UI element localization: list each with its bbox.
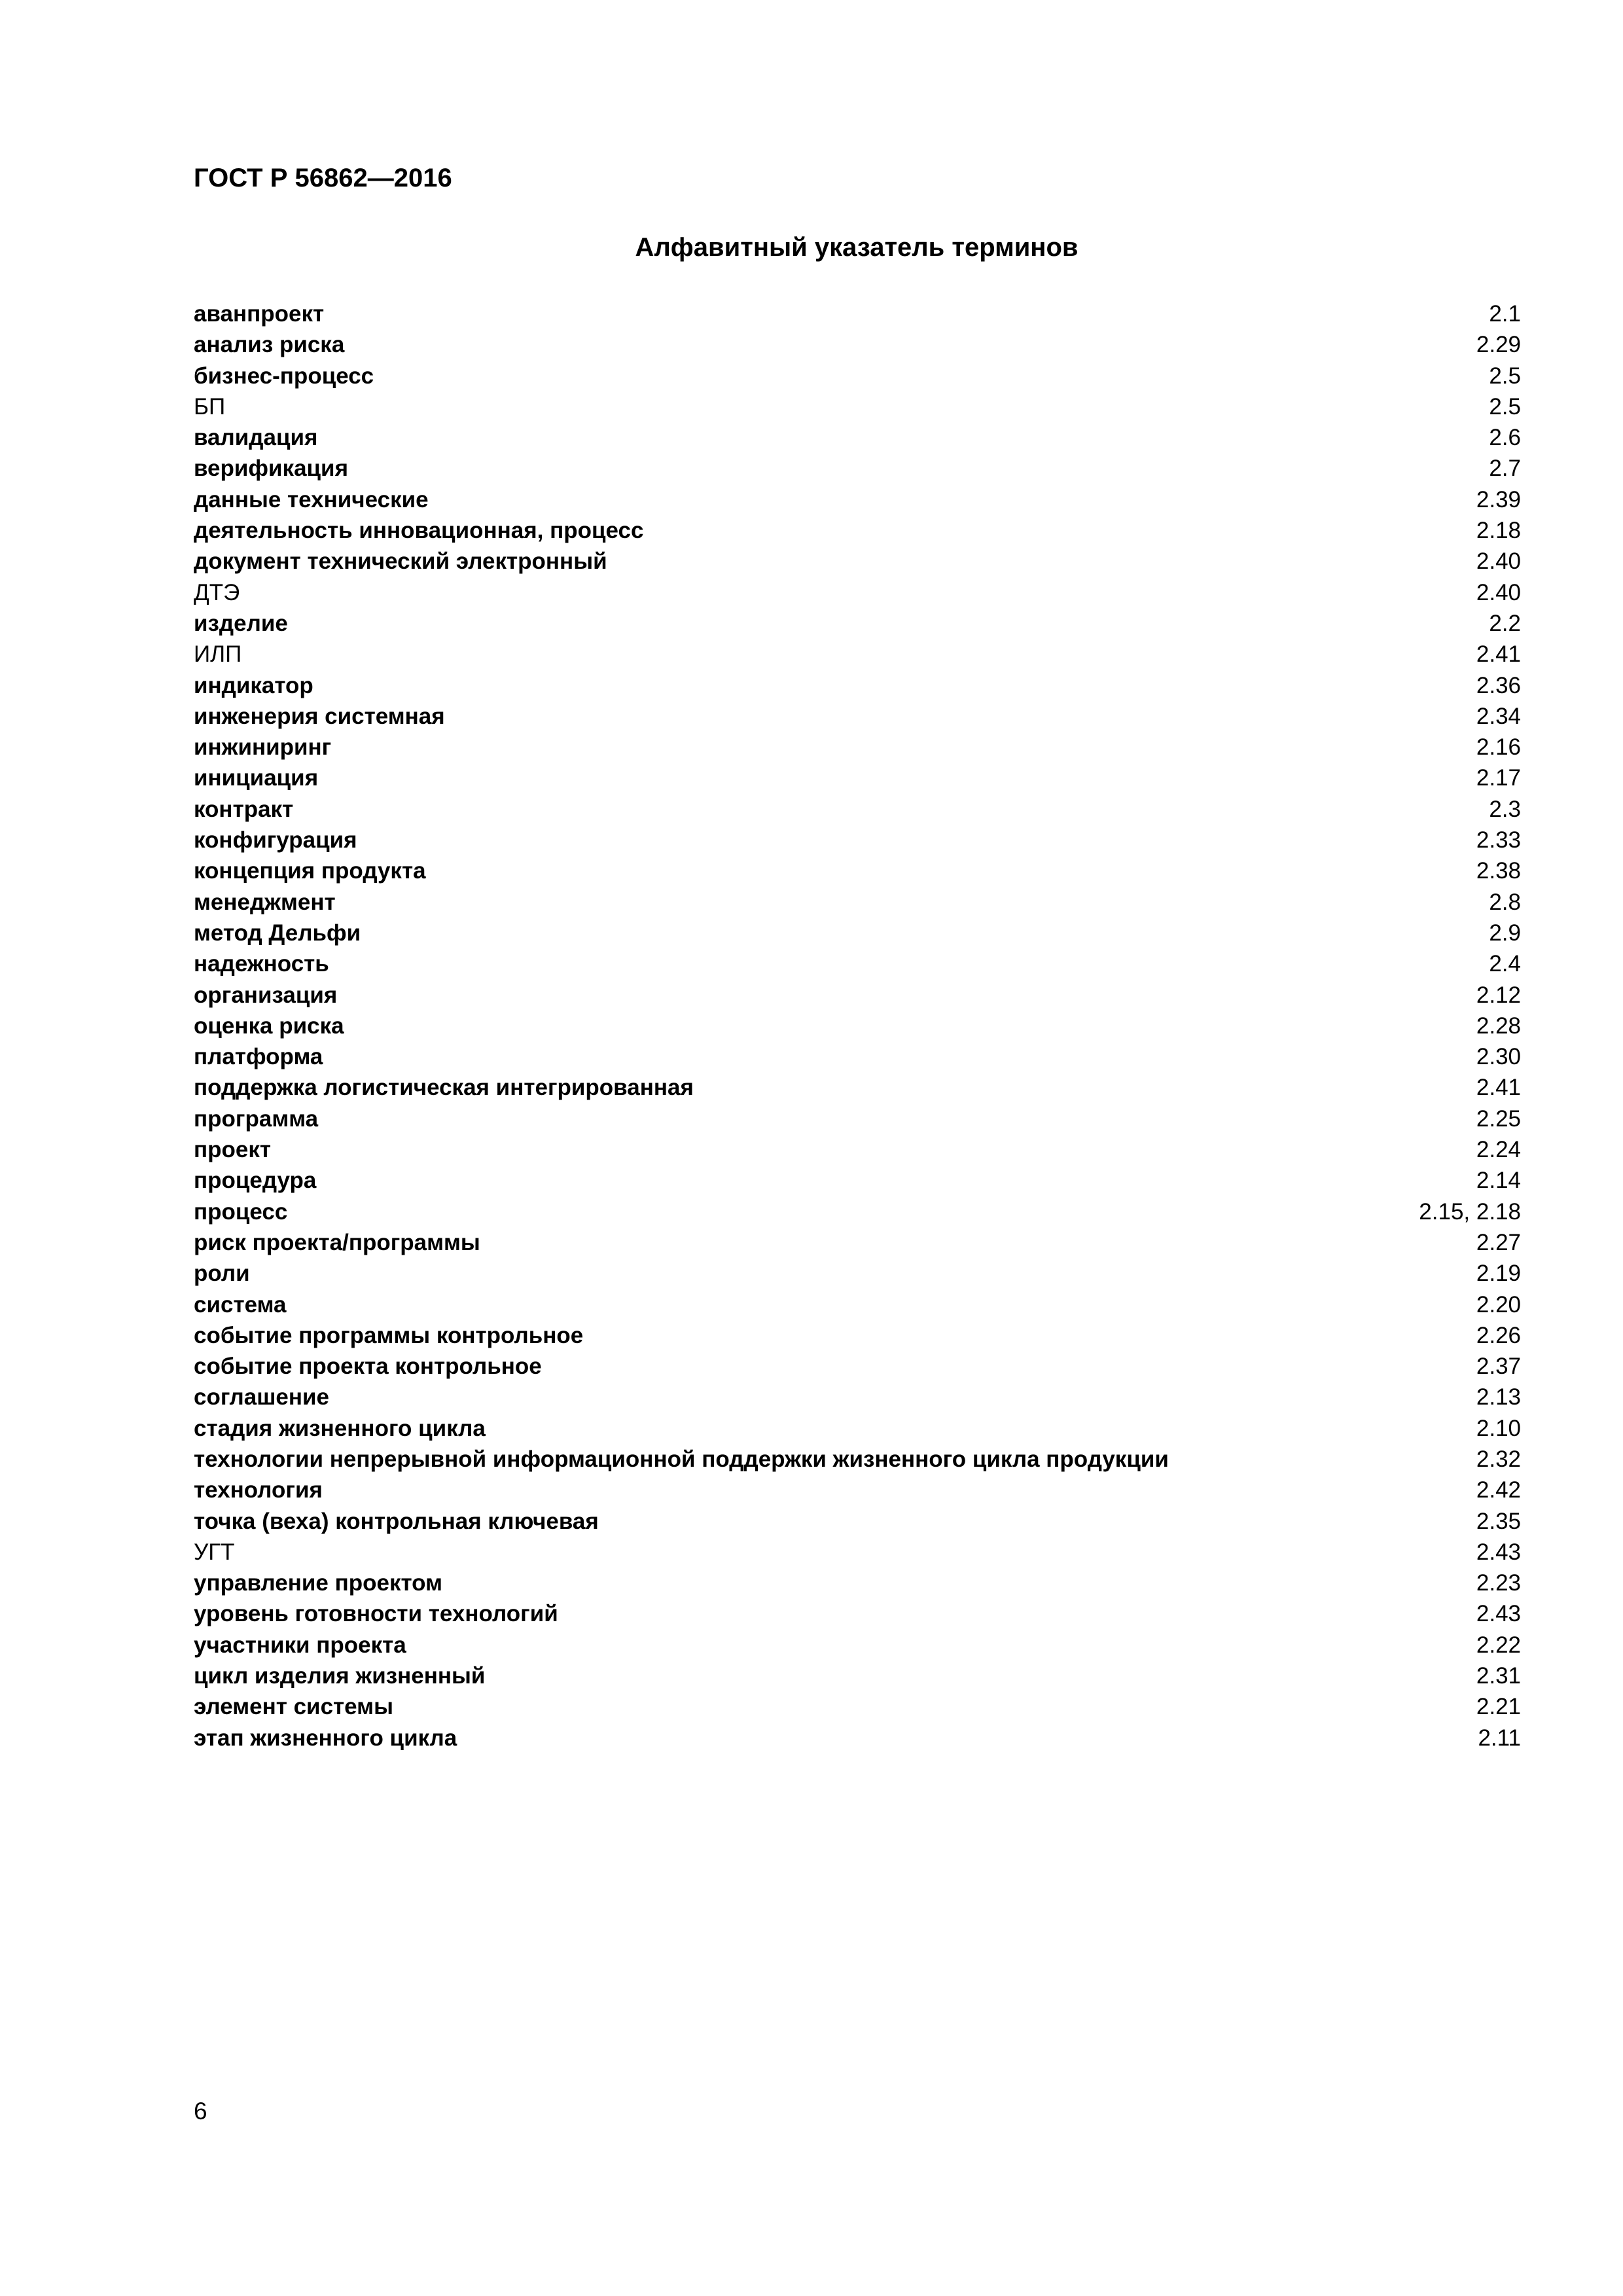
index-term: валидация xyxy=(194,425,318,451)
index-reference: 2.25 xyxy=(1476,1105,1521,1132)
index-entry xyxy=(194,1041,1521,1072)
index-term: роли xyxy=(194,1261,250,1287)
index-reference: 2.40 xyxy=(1476,579,1521,605)
index-term: верификация xyxy=(194,456,348,482)
index-reference: 2.30 xyxy=(1476,1044,1521,1070)
index-reference: 2.34 xyxy=(1476,703,1521,729)
index-reference: 2.27 xyxy=(1476,1229,1521,1255)
index-reference: 2.29 xyxy=(1476,332,1521,358)
index-reference: 2.18 xyxy=(1476,518,1521,544)
index-term: БП xyxy=(194,393,226,420)
index-term: надежность xyxy=(194,951,329,977)
index-reference: 2.41 xyxy=(1476,641,1521,668)
index-entry xyxy=(194,1227,1521,1258)
index-term: система xyxy=(194,1291,287,1318)
index-reference: 2.22 xyxy=(1476,1632,1521,1658)
index-term: инженерия системная xyxy=(194,703,445,729)
index-entry xyxy=(194,1444,1521,1475)
index-entry xyxy=(194,1630,1521,1660)
index-entry xyxy=(194,1413,1521,1444)
index-entry xyxy=(194,1320,1521,1351)
index-entry xyxy=(194,577,1521,608)
index-reference: 2.3 xyxy=(1489,796,1521,822)
index-entry xyxy=(194,1382,1521,1412)
index-reference: 2.10 xyxy=(1476,1415,1521,1441)
index-reference: 2.17 xyxy=(1476,765,1521,791)
index-term: ДТЭ xyxy=(194,579,240,605)
index-entry xyxy=(194,515,1521,546)
index-entry xyxy=(194,1165,1521,1196)
index-entry xyxy=(194,887,1521,918)
index-reference: 2.24 xyxy=(1476,1137,1521,1163)
index-reference: 2.15, 2.18 xyxy=(1419,1198,1521,1225)
index-reference: 2.4 xyxy=(1489,951,1521,977)
index-term: управление проектом xyxy=(194,1570,442,1596)
index-reference: 2.11 xyxy=(1478,1725,1521,1751)
index-entry xyxy=(194,1723,1521,1753)
index-reference: 2.5 xyxy=(1489,363,1521,389)
index-reference: 2.20 xyxy=(1476,1291,1521,1318)
index-entry xyxy=(194,608,1521,639)
index-term: концепция продукта xyxy=(194,858,426,884)
index-entry xyxy=(194,329,1521,360)
index-term: оценка риска xyxy=(194,1013,344,1039)
index-entry xyxy=(194,1506,1521,1537)
index-reference: 2.42 xyxy=(1476,1477,1521,1503)
index-reference: 2.2 xyxy=(1489,610,1521,636)
index-term: ИЛП xyxy=(194,641,242,668)
index-term: метод Дельфи xyxy=(194,920,361,946)
index-entry xyxy=(194,1537,1521,1568)
index-term: точка (веха) контрольная ключевая xyxy=(194,1508,599,1534)
index-term: деятельность инновационная, процесс xyxy=(194,518,644,544)
index-entry xyxy=(194,762,1521,793)
index-term: проект xyxy=(194,1137,272,1163)
index-reference: 2.14 xyxy=(1476,1168,1521,1194)
index-term: документ технический электронный xyxy=(194,548,607,575)
index-reference: 2.8 xyxy=(1489,889,1521,915)
index-term: поддержка логистическая интегрированная xyxy=(194,1075,694,1101)
index-term: риск проекта/программы xyxy=(194,1229,480,1255)
index-reference: 2.5 xyxy=(1489,393,1521,420)
index-reference: 2.41 xyxy=(1476,1075,1521,1101)
index-reference: 2.36 xyxy=(1476,672,1521,698)
index-entry xyxy=(194,1351,1521,1382)
index-term: платформа xyxy=(194,1044,323,1070)
index-entry xyxy=(194,1691,1521,1722)
index-entry xyxy=(194,732,1521,762)
index-reference: 2.40 xyxy=(1476,548,1521,575)
index-reference: 2.35 xyxy=(1476,1508,1521,1534)
index-entry xyxy=(194,361,1521,391)
index-entry xyxy=(194,855,1521,886)
index-title: Алфавитный указатель терминов xyxy=(635,233,1079,262)
index-entry xyxy=(194,453,1521,484)
index-term: стадия жизненного цикла xyxy=(194,1415,486,1441)
index-reference: 2.43 xyxy=(1476,1601,1521,1627)
index-entry xyxy=(194,391,1521,422)
index-entry xyxy=(194,1258,1521,1289)
index-term: соглашение xyxy=(194,1384,330,1410)
index-term: процедура xyxy=(194,1168,317,1194)
index-entry xyxy=(194,422,1521,453)
index-term: изделие xyxy=(194,610,288,636)
term-index-list xyxy=(194,298,1521,1753)
index-reference: 2.6 xyxy=(1489,425,1521,451)
index-term: процесс xyxy=(194,1198,288,1225)
index-reference: 2.7 xyxy=(1489,456,1521,482)
index-term: инициация xyxy=(194,765,319,791)
index-entry xyxy=(194,1598,1521,1629)
index-entry xyxy=(194,1196,1521,1227)
index-entry xyxy=(194,1568,1521,1598)
index-entry xyxy=(194,1011,1521,1041)
index-reference: 2.28 xyxy=(1476,1013,1521,1039)
index-entry xyxy=(194,1103,1521,1134)
index-entry xyxy=(194,298,1521,329)
index-entry xyxy=(194,546,1521,577)
index-reference: 2.26 xyxy=(1476,1322,1521,1348)
index-term: конфигурация xyxy=(194,827,357,853)
index-entry xyxy=(194,484,1521,515)
index-term: участники проекта xyxy=(194,1632,406,1658)
index-entry xyxy=(194,794,1521,825)
index-reference: 2.39 xyxy=(1476,486,1521,512)
index-term: технологии непрерывной информационной поддержки жизненного цикла продукции xyxy=(194,1446,1169,1472)
index-entry xyxy=(194,1134,1521,1165)
index-term: технология xyxy=(194,1477,323,1503)
index-reference: 2.43 xyxy=(1476,1539,1521,1565)
index-reference: 2.38 xyxy=(1476,858,1521,884)
index-term: программа xyxy=(194,1105,319,1132)
index-reference: 2.13 xyxy=(1476,1384,1521,1410)
index-entry xyxy=(194,701,1521,732)
index-term: инжиниринг xyxy=(194,734,332,761)
page-number: 6 xyxy=(194,2098,207,2125)
index-term: цикл изделия жизненный xyxy=(194,1663,486,1689)
index-reference: 2.37 xyxy=(1476,1354,1521,1380)
index-reference: 2.16 xyxy=(1476,734,1521,761)
index-reference: 2.23 xyxy=(1476,1570,1521,1596)
index-entry xyxy=(194,639,1521,670)
index-reference: 2.33 xyxy=(1476,827,1521,853)
index-entry xyxy=(194,1289,1521,1320)
index-term: событие программы контрольное xyxy=(194,1322,584,1348)
index-reference: 2.9 xyxy=(1489,920,1521,946)
index-entry xyxy=(194,825,1521,855)
index-entry xyxy=(194,1660,1521,1691)
index-reference: 2.12 xyxy=(1476,982,1521,1008)
index-reference: 2.21 xyxy=(1476,1694,1521,1720)
index-entry xyxy=(194,670,1521,701)
index-term: аванпроект xyxy=(194,301,325,327)
index-reference: 2.32 xyxy=(1476,1446,1521,1472)
index-term: менеджмент xyxy=(194,889,336,915)
index-term: индикатор xyxy=(194,672,313,698)
index-reference: 2.1 xyxy=(1489,301,1521,327)
index-term: анализ риска xyxy=(194,332,345,358)
index-term: данные технические xyxy=(194,486,429,512)
index-reference: 2.31 xyxy=(1476,1663,1521,1689)
index-entry xyxy=(194,980,1521,1011)
index-term: элемент системы xyxy=(194,1694,393,1720)
index-reference: 2.19 xyxy=(1476,1261,1521,1287)
index-term: контракт xyxy=(194,796,294,822)
index-entry xyxy=(194,1072,1521,1103)
index-entry xyxy=(194,918,1521,948)
index-entry xyxy=(194,948,1521,979)
document-code: ГОСТ Р 56862—2016 xyxy=(194,164,452,192)
index-term: событие проекта контрольное xyxy=(194,1354,542,1380)
index-term: этап жизненного цикла xyxy=(194,1725,457,1751)
index-term: организация xyxy=(194,982,338,1008)
index-entry xyxy=(194,1475,1521,1505)
index-term: уровень готовности технологий xyxy=(194,1601,558,1627)
index-term: бизнес-процесс xyxy=(194,363,374,389)
index-term: УГТ xyxy=(194,1539,235,1565)
